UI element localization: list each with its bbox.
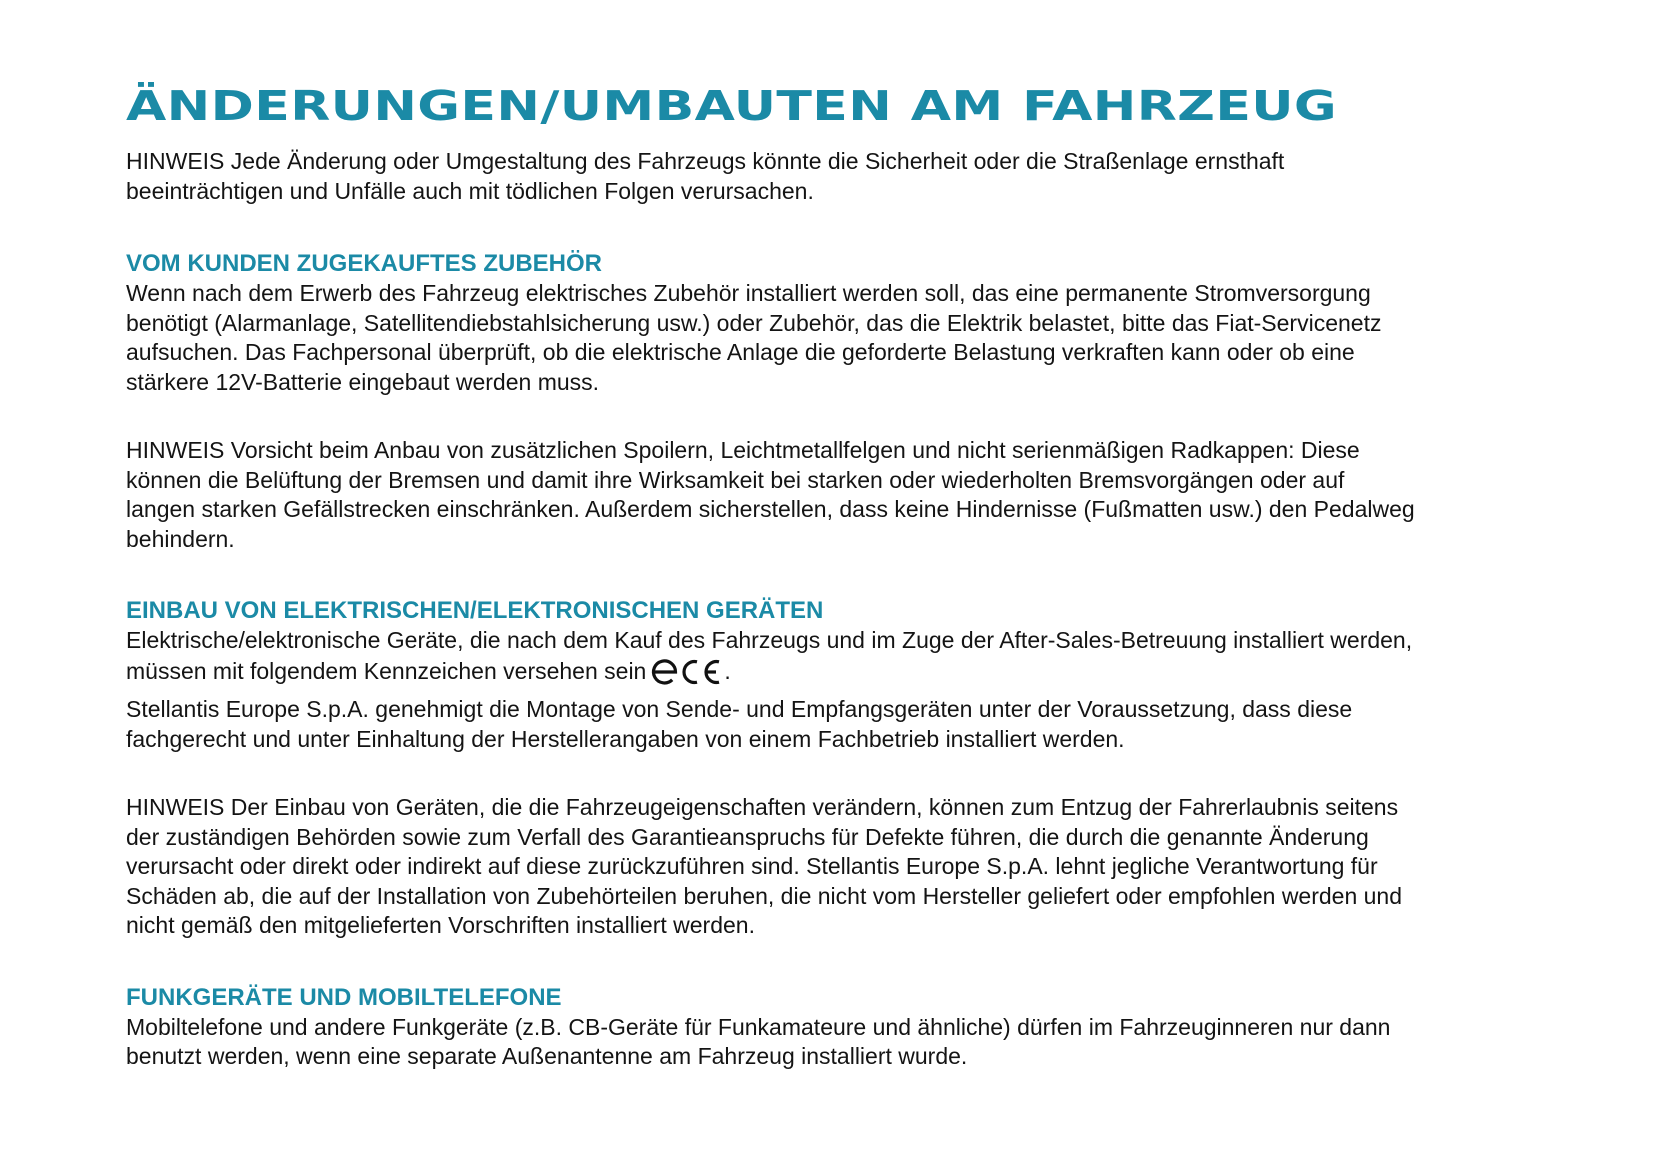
e-ce-mark-icon (650, 656, 724, 696)
text-line-with-mark (126, 656, 1506, 696)
document-page (126, 82, 1506, 1072)
accessories-note (126, 436, 1506, 554)
page-title: ÄNDERUNGEN/UMBAUTEN AM FAHRZEUG (126, 82, 1338, 130)
text-line: nicht gemäß den mitgelieferten Vorschriften installiert werden. (126, 912, 755, 938)
text-line: verursacht oder direkt oder indirekt auf diese zurückzuführen sind. Stellantis Europe S.p.A. lehnt jegliche Verantwortung für (126, 853, 1378, 879)
text-line: HINWEIS Der Einbau von Geräten, die die Fahrzeugeigenschaften verändern, können zum Entzug der Fahrerlaubnis seitens (126, 794, 1399, 820)
text-line: benutzt werden, wenn eine separate Außenantenne am Fahrzeug installiert wurde. (126, 1043, 968, 1069)
text-line: der zuständigen Behörden sowie zum Verfall des Garantieanspruchs für Defekte führen, die durch die genannte Änderung (126, 823, 1369, 850)
text-line: können die Belüftung der Bremsen und damit ihre Wirksamkeit bei starken oder wiederholten Bremsvorgängen oder auf (126, 466, 1345, 493)
text-line: fachgerecht und unter Einhaltung der Herstellerangaben von einem Fachbetrieb installiert werden. (126, 725, 1125, 752)
text-line: langen starken Gefällstrecken einschränken. Außerdem sicherstellen, dass keine Hindernisse (Fußmatten usw.) den Pedalweg (126, 496, 1415, 522)
accessories-body (126, 279, 1506, 397)
text-line: Schäden ab, die auf der Installation von Zubehörteilen beruhen, die nicht vom Hersteller geliefert oder empfohlen werden und (126, 882, 1403, 909)
text-line: benötigt (Alarmanlage, Satellitendiebstahlsicherung usw.) oder Zubehör, das die Elektrik belastet, bitte das Fiat-Servicenetz (126, 309, 1382, 336)
text-line: beeinträchtigen und Unfälle auch mit tödlichen Folgen verursachen. (126, 177, 814, 204)
intro-note (126, 147, 1506, 206)
devices-note (126, 793, 1506, 941)
text-line: Wenn nach dem Erwerb des Fahrzeug elektrisches Zubehör installiert werden soll, das eine permanente Stromversorgung (126, 280, 1371, 306)
section-heading-radio: FUNKGERÄTE UND MOBILTELEFONE (126, 983, 562, 1011)
text-line: HINWEIS Vorsicht beim Anbau von zusätzlichen Spoilern, Leichtmetallfelgen und nicht serienmäßigen Radkappen: Diese (126, 437, 1360, 463)
section-heading-accessories: VOM KUNDEN ZUGEKAUFTES ZUBEHÖR (126, 250, 603, 277)
text-fragment: . (724, 657, 731, 684)
text-line: Elektrische/elektronische Geräte, die nach dem Kauf des Fahrzeugs und im Zuge der After-Sales-Betreuung installiert werden, (126, 627, 1413, 653)
text-line: Mobiltelefone und andere Funkgeräte (z.B. CB-Geräte für Funkamateure und ähnliche) dürfen im Fahrzeuginneren nur dann (126, 1013, 1391, 1040)
text-line: stärkere 12V-Batterie eingebaut werden muss. (126, 368, 600, 395)
text-line: Stellantis Europe S.p.A. genehmigt die Montage von Sende- und Empfangsgeräten unter der Voraussetzung, dass diese (126, 696, 1353, 722)
radio-body (126, 1013, 1506, 1072)
devices-body (126, 626, 1506, 754)
text-line: behindern. (126, 525, 235, 552)
text-line: aufsuchen. Das Fachpersonal überprüft, ob die elektrische Anlage die geforderte Belastung verkraften kann oder ob eine (126, 339, 1355, 365)
text-line: HINWEIS Jede Änderung oder Umgestaltung des Fahrzeugs könnte die Sicherheit oder die Straßenlage ernsthaft (126, 148, 1285, 174)
section-heading-devices: EINBAU VON ELEKTRISCHEN/ELEKTRONISCHEN GERÄTEN (126, 597, 824, 624)
text-fragment: müssen mit folgendem Kennzeichen versehen sein (126, 657, 647, 684)
